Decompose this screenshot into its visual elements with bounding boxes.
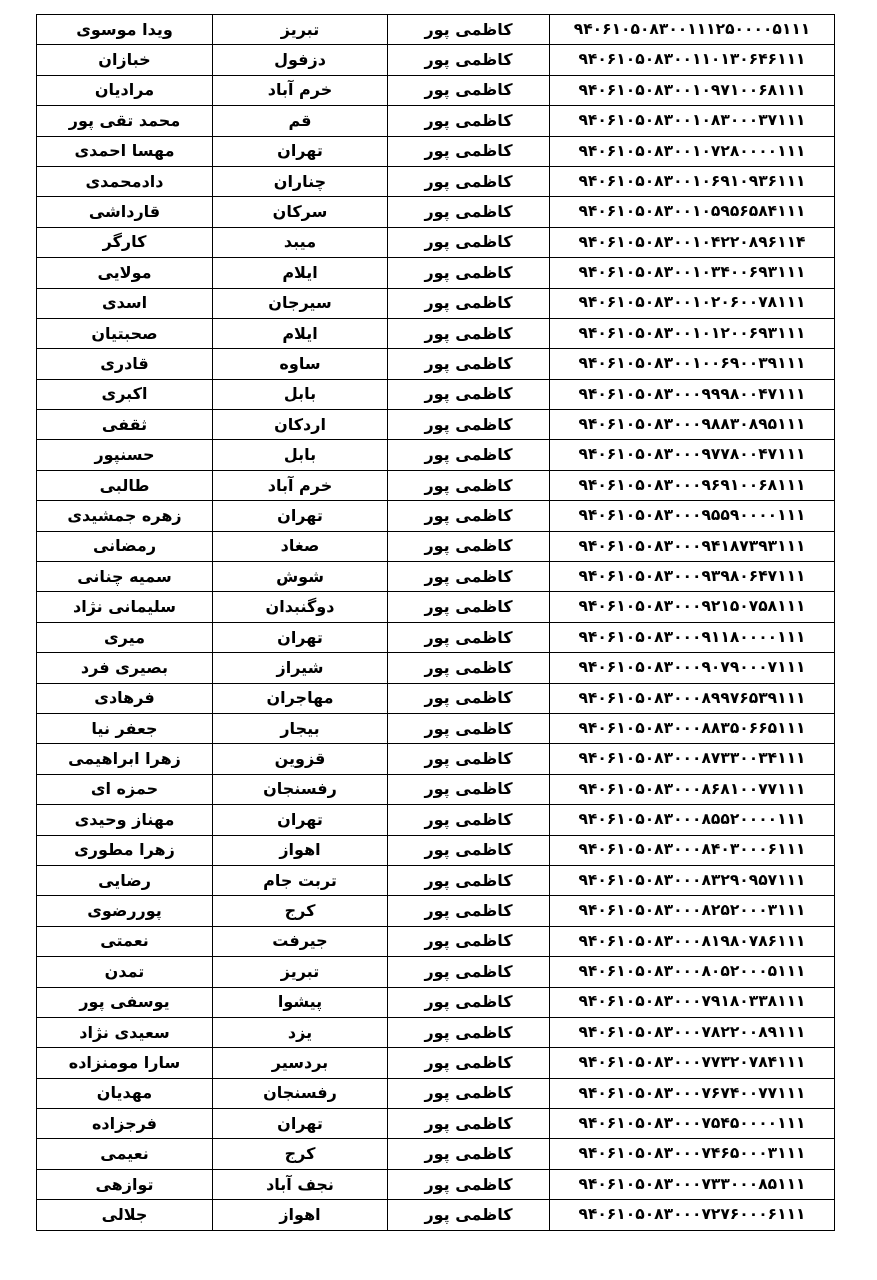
- tracking-code-cell: ۹۴۰۶۱۰۵۰۸۳۰۰۰۷۸۲۲۰۰۸۹۱۱۱: [550, 1017, 835, 1047]
- agent-cell: کاظمی پور: [388, 45, 550, 75]
- city-cell: اردکان: [213, 410, 388, 440]
- table-row: [37, 744, 835, 774]
- city-cell: اهواز: [213, 835, 388, 865]
- name-cell: مولایی: [37, 258, 213, 288]
- table-row: [37, 592, 835, 622]
- name-cell: حسنپور: [37, 440, 213, 470]
- name-cell: سعیدی نژاد: [37, 1017, 213, 1047]
- name-cell: تمدن: [37, 957, 213, 987]
- tracking-code-cell: ۹۴۰۶۱۰۵۰۸۳۰۰۱۰۹۷۱۰۰۶۸۱۱۱: [550, 75, 835, 105]
- agent-cell: کاظمی پور: [388, 318, 550, 348]
- tracking-code-cell: ۹۴۰۶۱۰۵۰۸۳۰۰۰۷۵۴۵۰۰۰۰۱۱۱: [550, 1109, 835, 1139]
- agent-cell: کاظمی پور: [388, 227, 550, 257]
- tracking-code-cell: ۹۴۰۶۱۰۵۰۸۳۰۰۰۹۴۱۸۷۳۹۳۱۱۱: [550, 531, 835, 561]
- table-row: [37, 713, 835, 743]
- tracking-code-cell: ۹۴۰۶۱۰۵۰۸۳۰۰۰۸۴۰۳۰۰۰۶۱۱۱: [550, 835, 835, 865]
- tracking-code-cell: ۹۴۰۶۱۰۵۰۸۳۰۰۱۰۱۲۰۰۶۹۳۱۱۱: [550, 318, 835, 348]
- agent-cell: کاظمی پور: [388, 501, 550, 531]
- agent-cell: کاظمی پور: [388, 1139, 550, 1169]
- table-row: [37, 318, 835, 348]
- tracking-code-cell: ۹۴۰۶۱۰۵۰۸۳۰۰۰۷۹۱۸۰۳۳۸۱۱۱: [550, 987, 835, 1017]
- agent-cell: کاظمی پور: [388, 896, 550, 926]
- name-cell: زهرا مطوری: [37, 835, 213, 865]
- city-cell: شیراز: [213, 653, 388, 683]
- name-cell: یوسفی پور: [37, 987, 213, 1017]
- name-cell: بصیری فرد: [37, 653, 213, 683]
- tracking-code-cell: ۹۴۰۶۱۰۵۰۸۳۰۰۱۰۶۹۱۰۹۳۶۱۱۱: [550, 166, 835, 196]
- agent-cell: کاظمی پور: [388, 166, 550, 196]
- table-row: [37, 865, 835, 895]
- tracking-code-cell: ۹۴۰۶۱۰۵۰۸۳۰۰۰۷۳۳۰۰۰۸۵۱۱۱: [550, 1169, 835, 1199]
- agent-cell: کاظمی پور: [388, 774, 550, 804]
- city-cell: خرم آباد: [213, 470, 388, 500]
- agent-cell: کاظمی پور: [388, 653, 550, 683]
- city-cell: بیجار: [213, 713, 388, 743]
- table-row: [37, 957, 835, 987]
- document-page: [36, 14, 834, 1231]
- agent-cell: کاظمی پور: [388, 622, 550, 652]
- table-row: [37, 136, 835, 166]
- city-cell: تهران: [213, 622, 388, 652]
- tracking-code-cell: ۹۴۰۶۱۰۵۰۸۳۰۰۰۷۷۳۲۰۷۸۴۱۱۱: [550, 1048, 835, 1078]
- name-cell: ثقفی: [37, 410, 213, 440]
- name-cell: زهره جمشیدی: [37, 501, 213, 531]
- city-cell: تهران: [213, 136, 388, 166]
- city-cell: دوگنبدان: [213, 592, 388, 622]
- agent-cell: کاظمی پور: [388, 258, 550, 288]
- city-cell: یزد: [213, 1017, 388, 1047]
- agent-cell: کاظمی پور: [388, 805, 550, 835]
- name-cell: مهدیان: [37, 1078, 213, 1108]
- city-cell: اهواز: [213, 1200, 388, 1230]
- name-cell: اسدی: [37, 288, 213, 318]
- table-row: [37, 166, 835, 196]
- table-row: [37, 1169, 835, 1199]
- table-row: [37, 470, 835, 500]
- agent-cell: کاظمی پور: [388, 1048, 550, 1078]
- table-row: [37, 562, 835, 592]
- name-cell: مهسا احمدی: [37, 136, 213, 166]
- city-cell: تهران: [213, 501, 388, 531]
- name-cell: دادمحمدی: [37, 166, 213, 196]
- table-row: [37, 106, 835, 136]
- agent-cell: کاظمی پور: [388, 531, 550, 561]
- table-row: [37, 15, 835, 45]
- city-cell: صغاد: [213, 531, 388, 561]
- table-row: [37, 1078, 835, 1108]
- name-cell: رمضانی: [37, 531, 213, 561]
- table-row: [37, 896, 835, 926]
- table-row: [37, 349, 835, 379]
- city-cell: قزوین: [213, 744, 388, 774]
- name-cell: محمد تقی پور: [37, 106, 213, 136]
- city-cell: تبریز: [213, 15, 388, 45]
- agent-cell: کاظمی پور: [388, 1078, 550, 1108]
- name-cell: اکبری: [37, 379, 213, 409]
- records-table: [36, 14, 835, 1231]
- tracking-code-cell: ۹۴۰۶۱۰۵۰۸۳۰۰۱۰۲۰۶۰۰۷۸۱۱۱: [550, 288, 835, 318]
- tracking-code-cell: ۹۴۰۶۱۰۵۰۸۳۰۰۰۹۳۹۸۰۶۴۷۱۱۱: [550, 562, 835, 592]
- agent-cell: کاظمی پور: [388, 865, 550, 895]
- tracking-code-cell: ۹۴۰۶۱۰۵۰۸۳۰۰۱۰۵۹۵۶۵۸۴۱۱۱: [550, 197, 835, 227]
- agent-cell: کاظمی پور: [388, 562, 550, 592]
- name-cell: سلیمانی نژاد: [37, 592, 213, 622]
- tracking-code-cell: ۹۴۰۶۱۰۵۰۸۳۰۰۰۸۳۲۹۰۹۵۷۱۱۱: [550, 865, 835, 895]
- city-cell: چناران: [213, 166, 388, 196]
- agent-cell: کاظمی پور: [388, 713, 550, 743]
- tracking-code-cell: ۹۴۰۶۱۰۵۰۸۳۰۰۱۰۰۶۹۰۰۳۹۱۱۱: [550, 349, 835, 379]
- agent-cell: کاظمی پور: [388, 379, 550, 409]
- table-row: [37, 410, 835, 440]
- agent-cell: کاظمی پور: [388, 197, 550, 227]
- city-cell: دزفول: [213, 45, 388, 75]
- tracking-code-cell: ۹۴۰۶۱۰۵۰۸۳۰۰۱۰۳۴۰۰۶۹۳۱۱۱: [550, 258, 835, 288]
- name-cell: پوررضوی: [37, 896, 213, 926]
- table-row: [37, 1048, 835, 1078]
- tracking-code-cell: ۹۴۰۶۱۰۵۰۸۳۰۰۰۷۶۷۴۰۰۷۷۱۱۱: [550, 1078, 835, 1108]
- city-cell: ایلام: [213, 258, 388, 288]
- city-cell: نجف آباد: [213, 1169, 388, 1199]
- tracking-code-cell: ۹۴۰۶۱۰۵۰۸۳۰۰۱۰۸۳۰۰۰۳۷۱۱۱: [550, 106, 835, 136]
- agent-cell: کاظمی پور: [388, 440, 550, 470]
- agent-cell: کاظمی پور: [388, 835, 550, 865]
- table-row: [37, 258, 835, 288]
- name-cell: رضایی: [37, 865, 213, 895]
- city-cell: میبد: [213, 227, 388, 257]
- tracking-code-cell: ۹۴۰۶۱۰۵۰۸۳۰۰۱۰۷۲۸۰۰۰۰۱۱۱: [550, 136, 835, 166]
- agent-cell: کاظمی پور: [388, 106, 550, 136]
- tracking-code-cell: ۹۴۰۶۱۰۵۰۸۳۰۰۰۹۸۸۳۰۸۹۵۱۱۱: [550, 410, 835, 440]
- agent-cell: کاظمی پور: [388, 288, 550, 318]
- name-cell: سمیه چنانی: [37, 562, 213, 592]
- records-table-body: [37, 15, 835, 1231]
- name-cell: فرهادی: [37, 683, 213, 713]
- name-cell: زهرا ابراهیمی: [37, 744, 213, 774]
- agent-cell: کاظمی پور: [388, 1169, 550, 1199]
- agent-cell: کاظمی پور: [388, 15, 550, 45]
- name-cell: حمزه ای: [37, 774, 213, 804]
- tracking-code-cell: ۹۴۰۶۱۰۵۰۸۳۰۰۰۸۱۹۸۰۷۸۶۱۱۱: [550, 926, 835, 956]
- tracking-code-cell: ۹۴۰۶۱۰۵۰۸۳۰۰۰۸۷۳۳۰۰۳۴۱۱۱: [550, 744, 835, 774]
- tracking-code-cell: ۹۴۰۶۱۰۵۰۸۳۰۰۰۸۰۵۲۰۰۰۵۱۱۱: [550, 957, 835, 987]
- tracking-code-cell: ۹۴۰۶۱۰۵۰۸۳۰۰۱۰۴۲۲۰۸۹۶۱۱۴: [550, 227, 835, 257]
- tracking-code-cell: ۹۴۰۶۱۰۵۰۸۳۰۰۰۹۵۵۹۰۰۰۰۱۱۱: [550, 501, 835, 531]
- table-row: [37, 288, 835, 318]
- agent-cell: کاظمی پور: [388, 683, 550, 713]
- agent-cell: کاظمی پور: [388, 744, 550, 774]
- agent-cell: کاظمی پور: [388, 410, 550, 440]
- table-row: [37, 926, 835, 956]
- name-cell: کارگر: [37, 227, 213, 257]
- table-row: [37, 1200, 835, 1230]
- tracking-code-cell: ۹۴۰۶۱۰۵۰۸۳۰۰۰۸۶۸۱۰۰۷۷۱۱۱: [550, 774, 835, 804]
- city-cell: کرج: [213, 896, 388, 926]
- name-cell: ویدا موسوی: [37, 15, 213, 45]
- table-row: [37, 501, 835, 531]
- city-cell: شوش: [213, 562, 388, 592]
- tracking-code-cell: ۹۴۰۶۱۰۵۰۸۳۰۰۰۹۷۷۸۰۰۴۷۱۱۱: [550, 440, 835, 470]
- name-cell: مرادیان: [37, 75, 213, 105]
- tracking-code-cell: ۹۴۰۶۱۰۵۰۸۳۰۰۱۱۰۱۳۰۶۴۶۱۱۱: [550, 45, 835, 75]
- city-cell: بابل: [213, 379, 388, 409]
- name-cell: نعمتی: [37, 926, 213, 956]
- table-row: [37, 1109, 835, 1139]
- table-row: [37, 227, 835, 257]
- tracking-code-cell: ۹۴۰۶۱۰۵۰۸۳۰۰۰۸۸۳۵۰۶۶۵۱۱۱: [550, 713, 835, 743]
- city-cell: تهران: [213, 1109, 388, 1139]
- name-cell: قارداشی: [37, 197, 213, 227]
- city-cell: تبریز: [213, 957, 388, 987]
- name-cell: صحبتیان: [37, 318, 213, 348]
- table-row: [37, 683, 835, 713]
- city-cell: بابل: [213, 440, 388, 470]
- city-cell: رفسنجان: [213, 1078, 388, 1108]
- tracking-code-cell: ۹۴۰۶۱۰۵۰۸۳۰۰۱۱۱۲۵۰۰۰۰۵۱۱۱: [550, 15, 835, 45]
- agent-cell: کاظمی پور: [388, 987, 550, 1017]
- table-row: [37, 1017, 835, 1047]
- tracking-code-cell: ۹۴۰۶۱۰۵۰۸۳۰۰۰۸۵۵۲۰۰۰۰۱۱۱: [550, 805, 835, 835]
- name-cell: جعفر نیا: [37, 713, 213, 743]
- name-cell: نعیمی: [37, 1139, 213, 1169]
- tracking-code-cell: ۹۴۰۶۱۰۵۰۸۳۰۰۰۷۲۷۶۰۰۰۶۱۱۱: [550, 1200, 835, 1230]
- tracking-code-cell: ۹۴۰۶۱۰۵۰۸۳۰۰۰۹۰۷۹۰۰۰۷۱۱۱: [550, 653, 835, 683]
- city-cell: مهاجران: [213, 683, 388, 713]
- table-row: [37, 531, 835, 561]
- agent-cell: کاظمی پور: [388, 470, 550, 500]
- city-cell: ایلام: [213, 318, 388, 348]
- table-row: [37, 1139, 835, 1169]
- table-row: [37, 45, 835, 75]
- city-cell: سیرجان: [213, 288, 388, 318]
- tracking-code-cell: ۹۴۰۶۱۰۵۰۸۳۰۰۰۸۲۵۲۰۰۰۳۱۱۱: [550, 896, 835, 926]
- table-row: [37, 774, 835, 804]
- table-row: [37, 440, 835, 470]
- name-cell: طالبی: [37, 470, 213, 500]
- agent-cell: کاظمی پور: [388, 1017, 550, 1047]
- city-cell: سرکان: [213, 197, 388, 227]
- city-cell: قم: [213, 106, 388, 136]
- table-row: [37, 622, 835, 652]
- agent-cell: کاظمی پور: [388, 1200, 550, 1230]
- table-row: [37, 987, 835, 1017]
- table-row: [37, 835, 835, 865]
- city-cell: کرج: [213, 1139, 388, 1169]
- agent-cell: کاظمی پور: [388, 1109, 550, 1139]
- agent-cell: کاظمی پور: [388, 957, 550, 987]
- agent-cell: کاظمی پور: [388, 349, 550, 379]
- tracking-code-cell: ۹۴۰۶۱۰۵۰۸۳۰۰۰۷۴۶۵۰۰۰۳۱۱۱: [550, 1139, 835, 1169]
- city-cell: تهران: [213, 805, 388, 835]
- tracking-code-cell: ۹۴۰۶۱۰۵۰۸۳۰۰۰۹۹۹۸۰۰۴۷۱۱۱: [550, 379, 835, 409]
- city-cell: تربت جام: [213, 865, 388, 895]
- name-cell: قادری: [37, 349, 213, 379]
- city-cell: خرم آباد: [213, 75, 388, 105]
- city-cell: بردسیر: [213, 1048, 388, 1078]
- city-cell: جیرفت: [213, 926, 388, 956]
- city-cell: رفسنجان: [213, 774, 388, 804]
- tracking-code-cell: ۹۴۰۶۱۰۵۰۸۳۰۰۰۹۱۱۸۰۰۰۰۱۱۱: [550, 622, 835, 652]
- name-cell: خبازان: [37, 45, 213, 75]
- city-cell: ساوه: [213, 349, 388, 379]
- agent-cell: کاظمی پور: [388, 926, 550, 956]
- name-cell: میری: [37, 622, 213, 652]
- table-row: [37, 379, 835, 409]
- agent-cell: کاظمی پور: [388, 75, 550, 105]
- table-row: [37, 197, 835, 227]
- tracking-code-cell: ۹۴۰۶۱۰۵۰۸۳۰۰۰۸۹۹۷۶۵۳۹۱۱۱: [550, 683, 835, 713]
- table-row: [37, 75, 835, 105]
- name-cell: سارا مومنزاده: [37, 1048, 213, 1078]
- agent-cell: کاظمی پور: [388, 592, 550, 622]
- agent-cell: کاظمی پور: [388, 136, 550, 166]
- name-cell: جلالی: [37, 1200, 213, 1230]
- table-row: [37, 653, 835, 683]
- tracking-code-cell: ۹۴۰۶۱۰۵۰۸۳۰۰۰۹۶۹۱۰۰۶۸۱۱۱: [550, 470, 835, 500]
- city-cell: پیشوا: [213, 987, 388, 1017]
- table-row: [37, 805, 835, 835]
- tracking-code-cell: ۹۴۰۶۱۰۵۰۸۳۰۰۰۹۲۱۵۰۷۵۸۱۱۱: [550, 592, 835, 622]
- name-cell: فرجزاده: [37, 1109, 213, 1139]
- name-cell: توازهی: [37, 1169, 213, 1199]
- name-cell: مهناز وحیدی: [37, 805, 213, 835]
